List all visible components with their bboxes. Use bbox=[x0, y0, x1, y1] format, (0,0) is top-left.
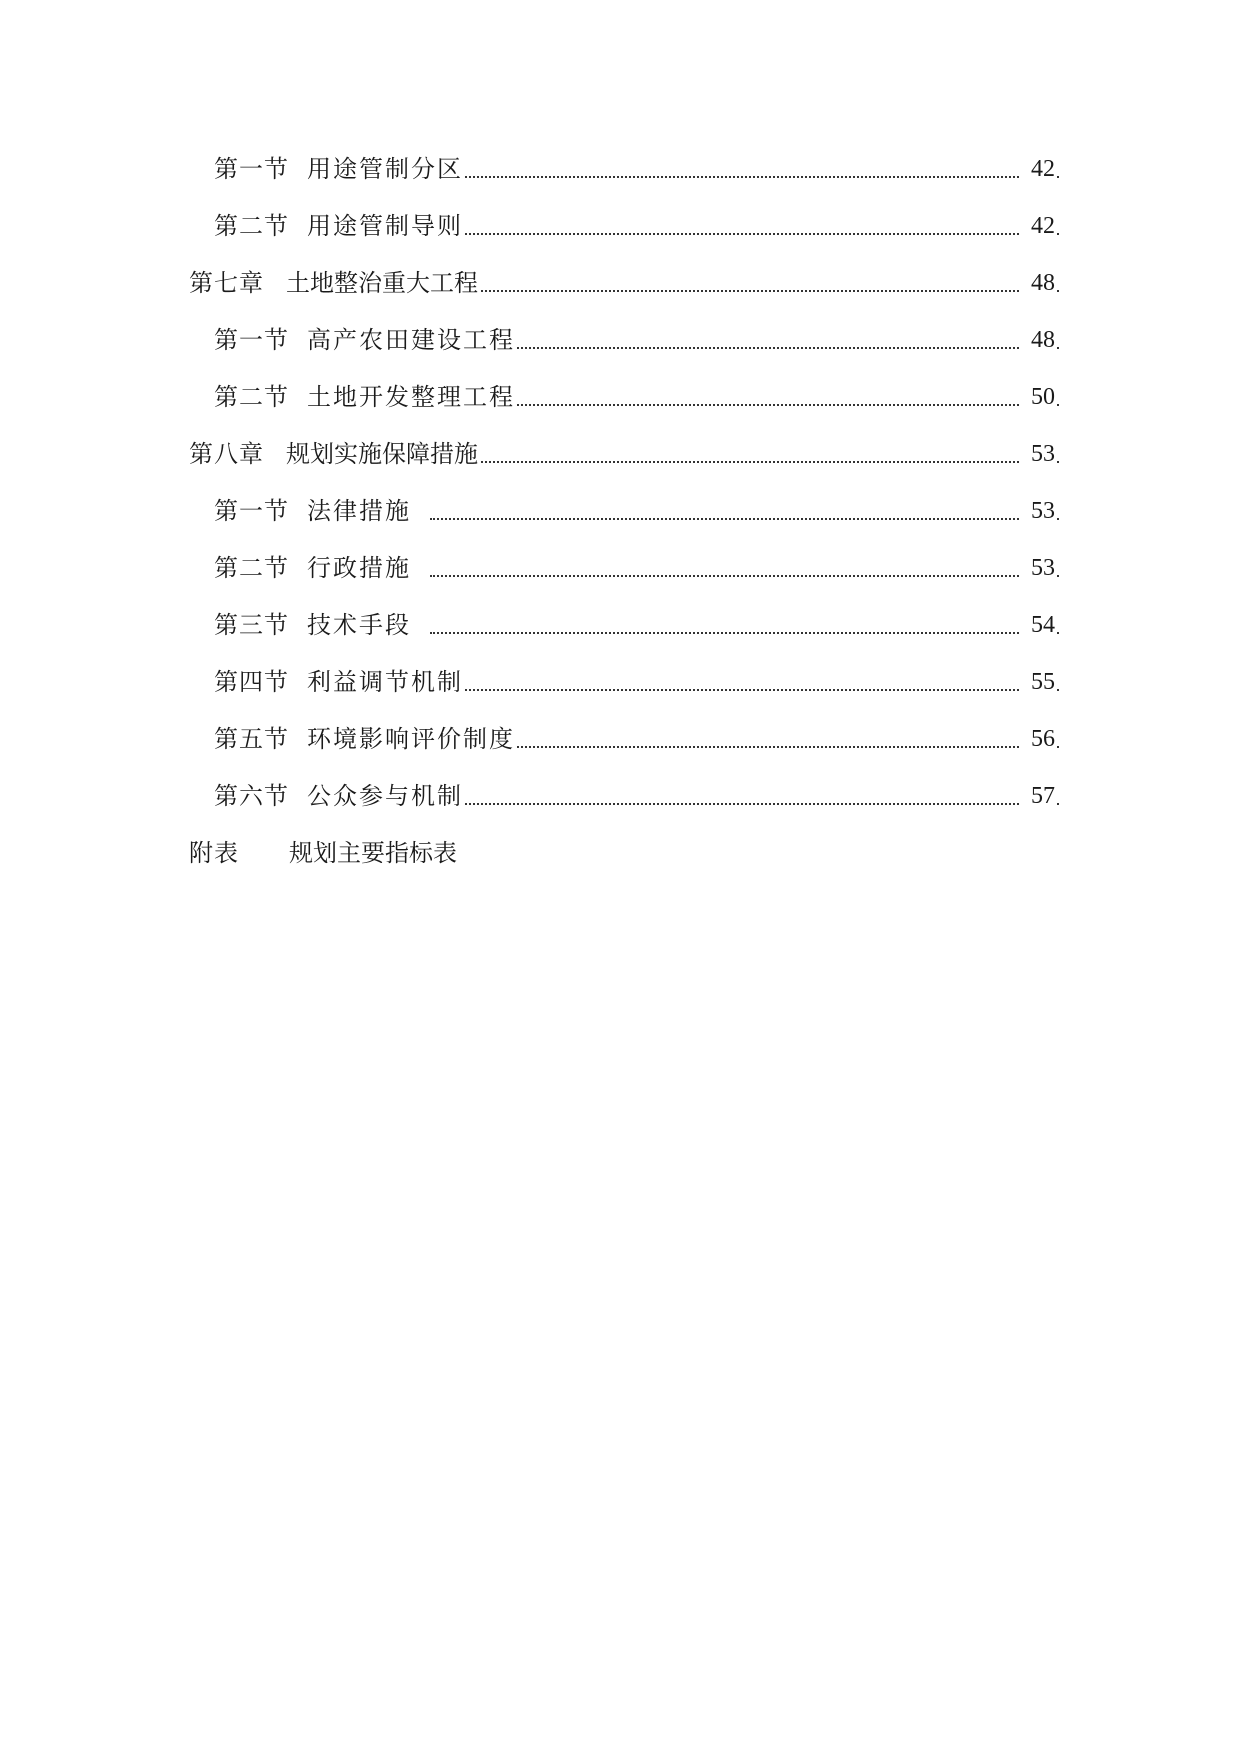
toc-leader-dots bbox=[430, 746, 1059, 748]
toc-entry-title: 第二节 用途管制导则 bbox=[214, 206, 465, 246]
toc-entry-title: 第八章 规划实施保障措施 bbox=[189, 434, 480, 474]
toc-entry[interactable] bbox=[0, 206, 1241, 246]
toc-entry[interactable] bbox=[0, 377, 1241, 417]
toc-leader-dots bbox=[430, 689, 1059, 691]
toc-page-number: 56 bbox=[1019, 719, 1055, 759]
toc-leader-dots bbox=[430, 404, 1059, 406]
toc-entry-title: 第一节 法律措施 bbox=[214, 491, 413, 531]
toc-page-number: 42 bbox=[1019, 149, 1055, 189]
toc-entry[interactable] bbox=[0, 434, 1241, 474]
toc-entry[interactable] bbox=[0, 320, 1241, 360]
toc-entry[interactable] bbox=[0, 719, 1241, 759]
toc-entry-title: 附表 规划主要指标表 bbox=[189, 833, 459, 873]
toc-page-number: 57 bbox=[1019, 776, 1055, 816]
toc-entry-title: 第二节 土地开发整理工程 bbox=[214, 377, 517, 417]
toc-entry[interactable] bbox=[0, 548, 1241, 588]
toc-leader-dots bbox=[430, 632, 1059, 634]
toc-leader-dots bbox=[430, 347, 1059, 349]
toc-page-number: 54 bbox=[1019, 605, 1055, 645]
toc-page-number: 48 bbox=[1019, 320, 1055, 360]
toc-leader-dots bbox=[430, 290, 1059, 292]
toc-entry[interactable] bbox=[0, 662, 1241, 702]
toc-entry-title: 第七章 土地整治重大工程 bbox=[189, 263, 480, 303]
toc-leader-dots bbox=[430, 176, 1059, 178]
toc-entry-title: 第二节 行政措施 bbox=[214, 548, 413, 588]
toc-entry[interactable] bbox=[0, 491, 1241, 531]
toc-page-number: 50 bbox=[1019, 377, 1055, 417]
toc-leader-dots bbox=[430, 233, 1059, 235]
toc-entry-title: 第一节 高产农田建设工程 bbox=[214, 320, 517, 360]
toc-entry-appendix[interactable] bbox=[0, 833, 1241, 873]
toc-entry-title: 第四节 利益调节机制 bbox=[214, 662, 465, 702]
toc-entry-title: 第五节 环境影响评价制度 bbox=[214, 719, 517, 759]
toc-page-number: 55 bbox=[1019, 662, 1055, 702]
toc-entry[interactable] bbox=[0, 605, 1241, 645]
toc-entry-title: 第六节 公众参与机制 bbox=[214, 776, 465, 816]
toc-page-number: 48 bbox=[1019, 263, 1055, 303]
toc-entry-title: 第三节 技术手段 bbox=[214, 605, 413, 645]
toc-leader-dots bbox=[430, 803, 1059, 805]
toc-page-number: 53 bbox=[1019, 434, 1055, 474]
toc-entry[interactable] bbox=[0, 149, 1241, 189]
toc-entry[interactable] bbox=[0, 263, 1241, 303]
toc-leader-dots bbox=[430, 575, 1059, 577]
toc-page-number: 42 bbox=[1019, 206, 1055, 246]
toc-page-number: 53 bbox=[1019, 491, 1055, 531]
toc-entry-title: 第一节 用途管制分区 bbox=[214, 149, 465, 189]
toc-entry[interactable] bbox=[0, 776, 1241, 816]
toc-leader-dots bbox=[430, 461, 1059, 463]
toc-leader-dots bbox=[430, 518, 1059, 520]
toc-page-number: 53 bbox=[1019, 548, 1055, 588]
